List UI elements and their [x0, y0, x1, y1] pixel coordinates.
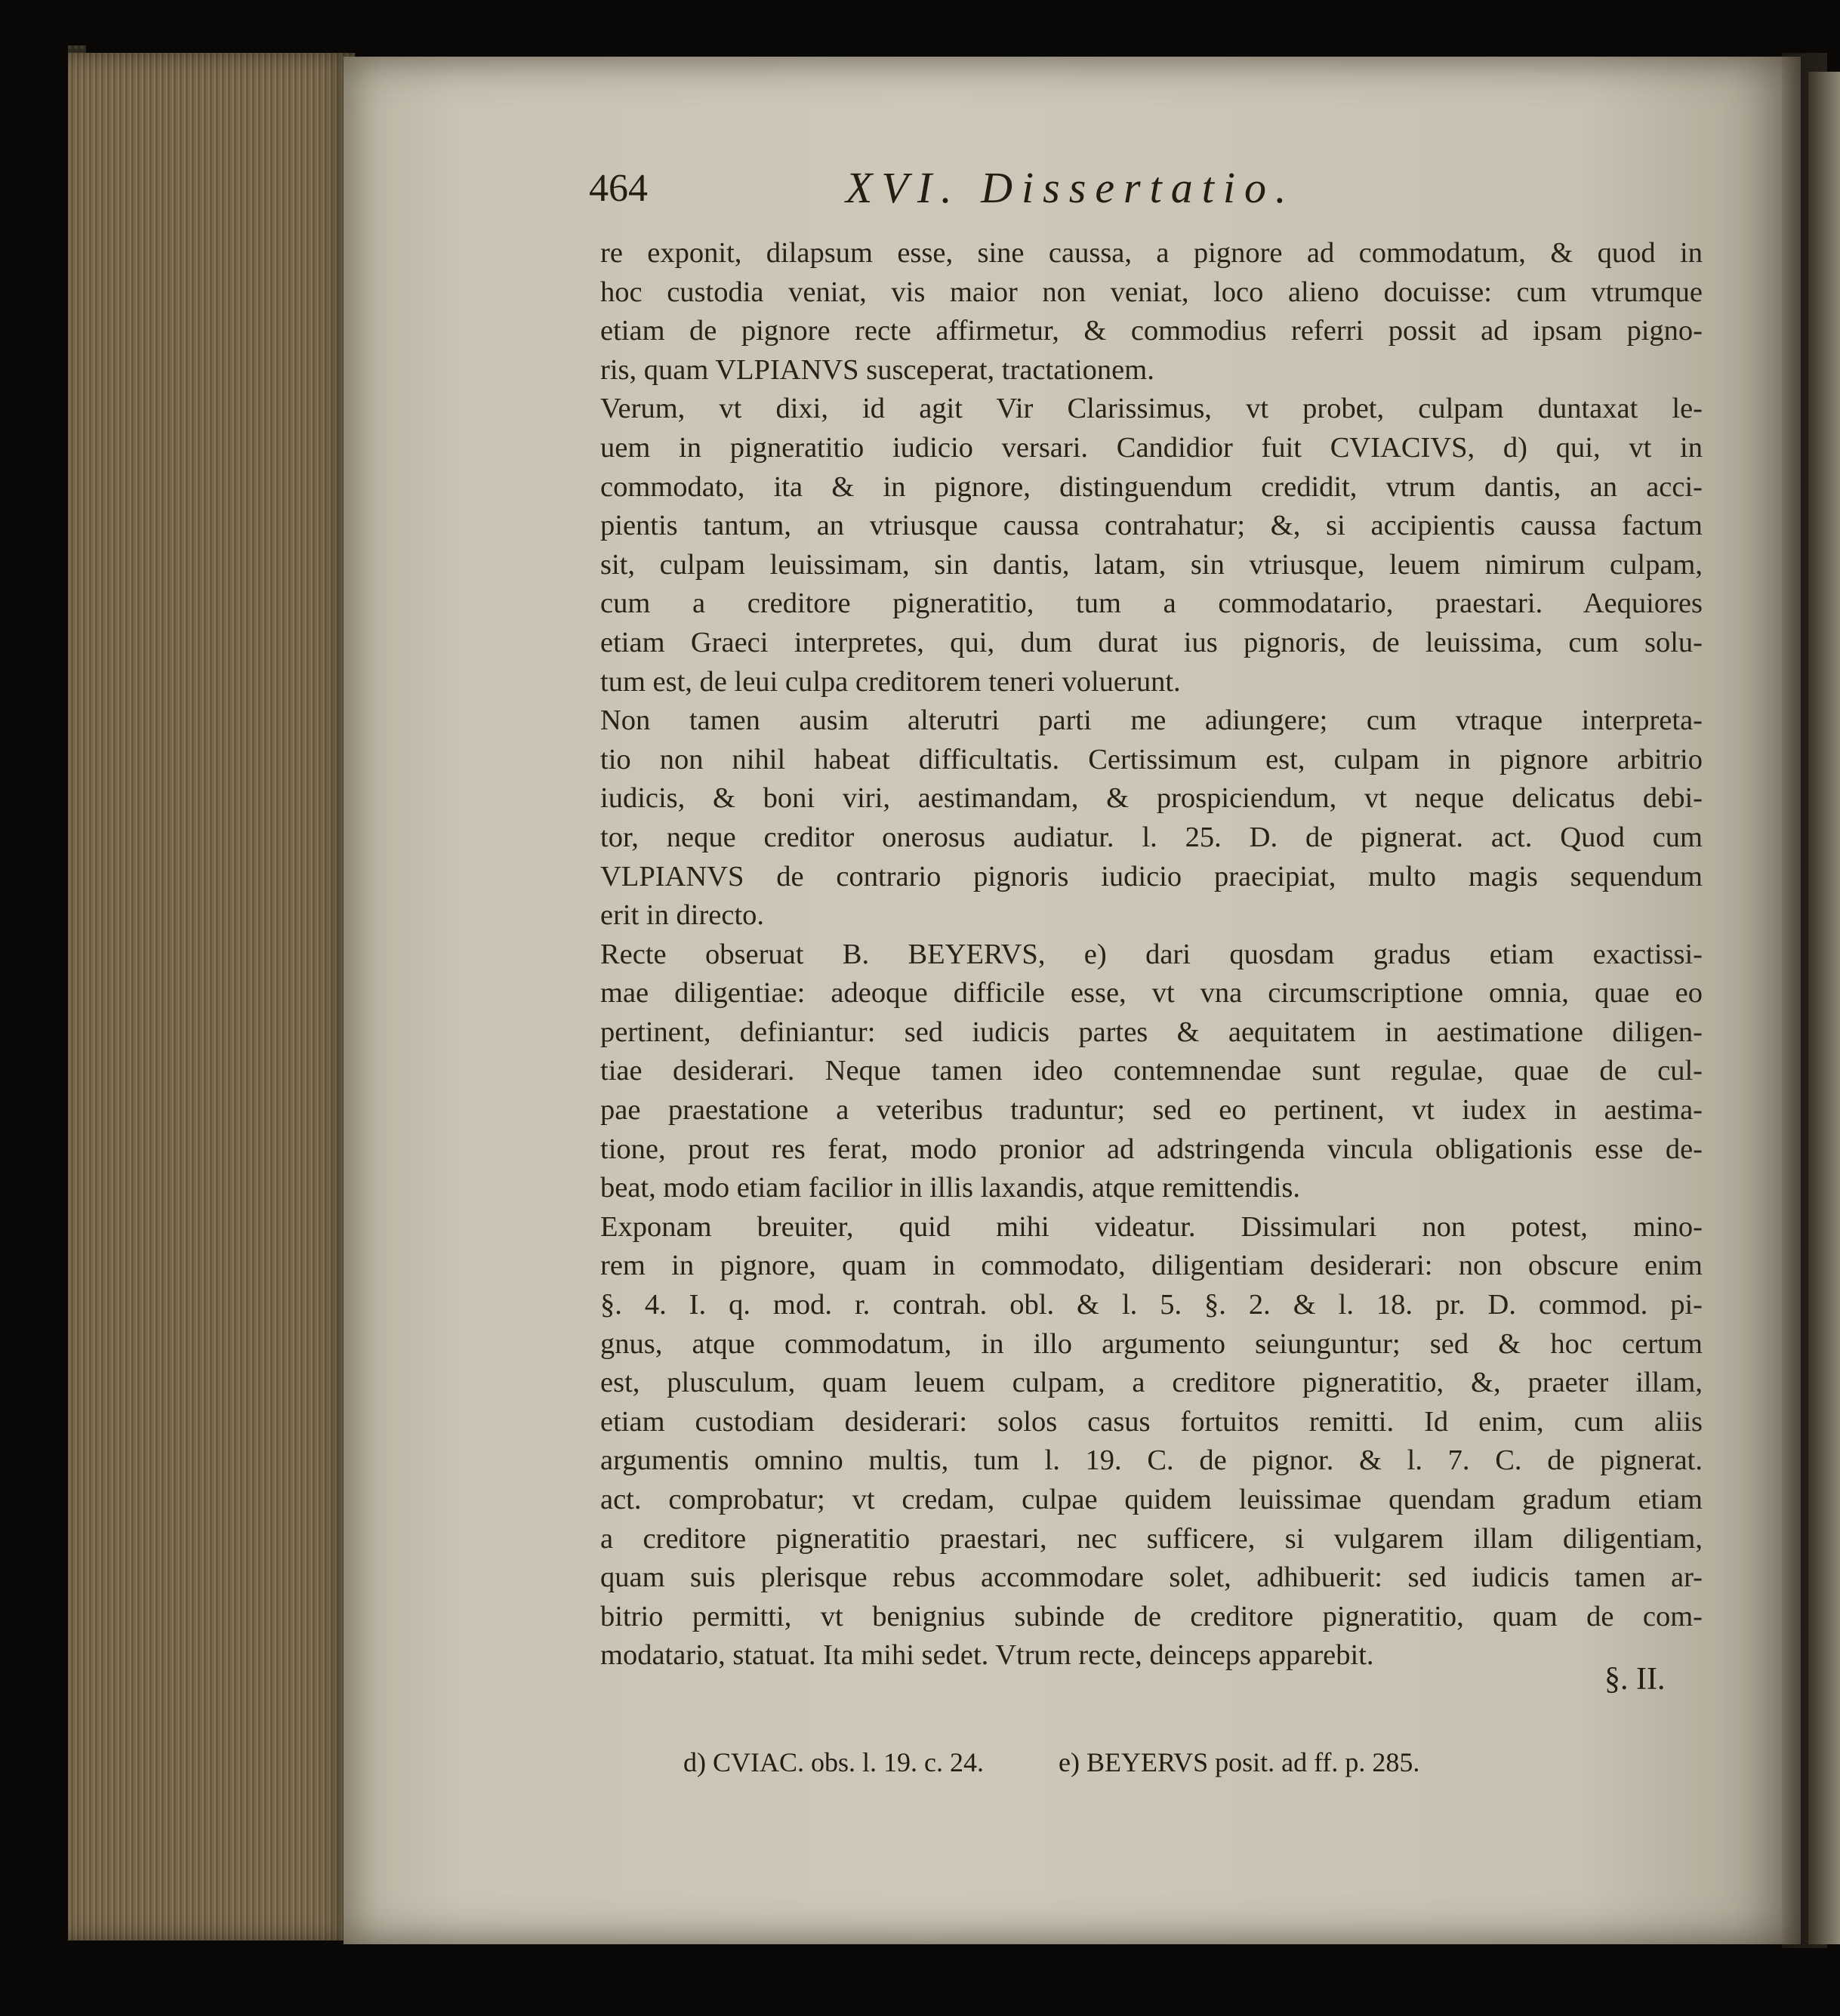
- footnote-d: d) CVIAC. obs. l. 19. c. 24.: [683, 1747, 984, 1777]
- text-line: beat, modo etiam facilior in illis laxandis, atque remittendis.: [600, 1172, 1300, 1204]
- page-number: 464: [589, 167, 648, 210]
- text-line: a creditore pigneratitio praestari, nec sufficere, si vulgarem illam diligentiam,: [600, 1522, 1703, 1555]
- text-line: uem in pigneratitio iudicio versari. Candidior fuit CVIACIVS, d) qui, vt in: [600, 431, 1703, 464]
- text-line: tiae desiderari. Neque tamen ideo contemnendae sunt regulae, quae de cul-: [600, 1055, 1703, 1087]
- text-line: est, plusculum, quam leuem culpam, a creditore pigneratitio, &, praeter illam,: [600, 1367, 1703, 1399]
- text-line: tor, neque creditor onerosus audiatur. l. 25. D. de pignerat. act. Quod cum: [600, 821, 1703, 853]
- text-line: re exponit, dilapsum esse, sine caussa, a pignore ad commodatum, & quod in: [600, 237, 1703, 269]
- text-line: tione, prout res ferat, modo pronior ad adstringenda vincula obligationis esse de-: [600, 1133, 1703, 1165]
- text-line: VLPIANVS de contrario pignoris iudicio praecipiat, multo magis sequendum: [600, 860, 1703, 892]
- text-line: Verum, vt dixi, id agit Vir Clarissimus, vt probet, culpam duntaxat le-: [600, 393, 1703, 425]
- text-line: tio non nihil habeat difficultatis. Certissimum est, culpam in pignore arbitrio: [600, 743, 1703, 775]
- text-line: modatario, statuat. Ita mihi sedet. Vtrum recte, deinceps apparebit.: [600, 1639, 1374, 1672]
- text-line: mae diligentiae: adeoque difficile esse, vt vna circumscriptione omnia, quae eo: [600, 977, 1703, 1010]
- footnote-e: e) BEYERVS posit. ad ff. p. 285.: [1059, 1747, 1420, 1777]
- page-block-edge: [68, 53, 355, 1940]
- text-line: pae praestatione a veteribus traduntur; sed eo pertinent, vt iudex in aestima-: [600, 1094, 1703, 1127]
- text-line: ris, quam VLPIANVS susceperat, tractationem.: [600, 353, 1154, 386]
- text-line: rem in pignore, quam in commodato, diligentiam desiderari: non obscure enim: [600, 1250, 1703, 1282]
- text-line: etiam de pignore recte affirmetur, & commodius referri possit ad ipsam pigno-: [600, 315, 1703, 347]
- text-line: commodato, ita & in pignore, distinguendum credidit, vtrum dantis, an acci-: [600, 470, 1703, 503]
- text-line: Exponam breuiter, quid mihi videatur. Dissimulari non potest, mino-: [600, 1210, 1703, 1243]
- text-line: pientis tantum, an vtriusque caussa contrahatur; &, si accipientis caussa factum: [600, 510, 1703, 542]
- text-line: cum a creditore pigneratitio, tum a commodatario, praestari. Aequiores: [600, 587, 1703, 620]
- text-line: bitrio permitti, vt benignius subinde de creditore pigneratitio, quam de com-: [600, 1600, 1703, 1632]
- text-line: Non tamen ausim alterutri parti me adiungere; cum vtraque interpreta-: [600, 704, 1703, 737]
- text-line: gnus, atque commodatum, in illo argumento seiunguntur; sed & hoc certum: [600, 1327, 1703, 1360]
- text-line: Recte obseruat B. BEYERVS, e) dari quosdam gradus etiam exactissi-: [600, 938, 1703, 970]
- text-line: hoc custodia veniat, vis maior non veniat, loco alieno docuisse: cum vtrumque: [600, 276, 1703, 308]
- text-line: iudicis, & boni viri, aestimandam, & prospiciendum, vt neque delicatus debi-: [600, 782, 1703, 815]
- body-text: [600, 234, 1703, 1675]
- text-line: sit, culpam leuissimam, sin dantis, latam, sin vtriusque, leuem nimirum culpam,: [600, 548, 1703, 581]
- text-line: tum est, de leui culpa creditorem teneri voluerunt.: [600, 665, 1181, 698]
- running-head: [846, 162, 1295, 213]
- text-line: argumentis omnino multis, tum l. 19. C. de pignor. & l. 7. C. de pignerat.: [600, 1444, 1703, 1477]
- catchword: §. II.: [1604, 1662, 1666, 1697]
- text-line: act. comprobatur; vt credam, culpae quidem leuissimae quendam gradum etiam: [600, 1484, 1703, 1515]
- text-line: §. 4. I. q. mod. r. contrah. obl. & l. 5. §. 2. & l. 18. pr. D. commod. pi-: [600, 1289, 1703, 1321]
- text-line: pertinent, definiantur: sed iudicis partes & aequitatem in aestimatione diligen-: [600, 1016, 1703, 1048]
- facing-page-edge: [1808, 72, 1840, 1944]
- running-head-title: XVI. Dissertatio.: [846, 163, 1296, 212]
- text-line: quam suis plerisque rebus accommodare solet, adhibuerit: sed iudicis tamen ar-: [600, 1561, 1703, 1594]
- text-line: etiam Graeci interpretes, qui, dum durat ius pignoris, de leuissima, cum solu-: [600, 626, 1703, 658]
- footnotes: [683, 1746, 1487, 1778]
- text-line: etiam custodiam desiderari: solos casus fortuitos remitti. Id enim, cum aliis: [600, 1405, 1703, 1438]
- text-line: erit in directo.: [600, 899, 765, 932]
